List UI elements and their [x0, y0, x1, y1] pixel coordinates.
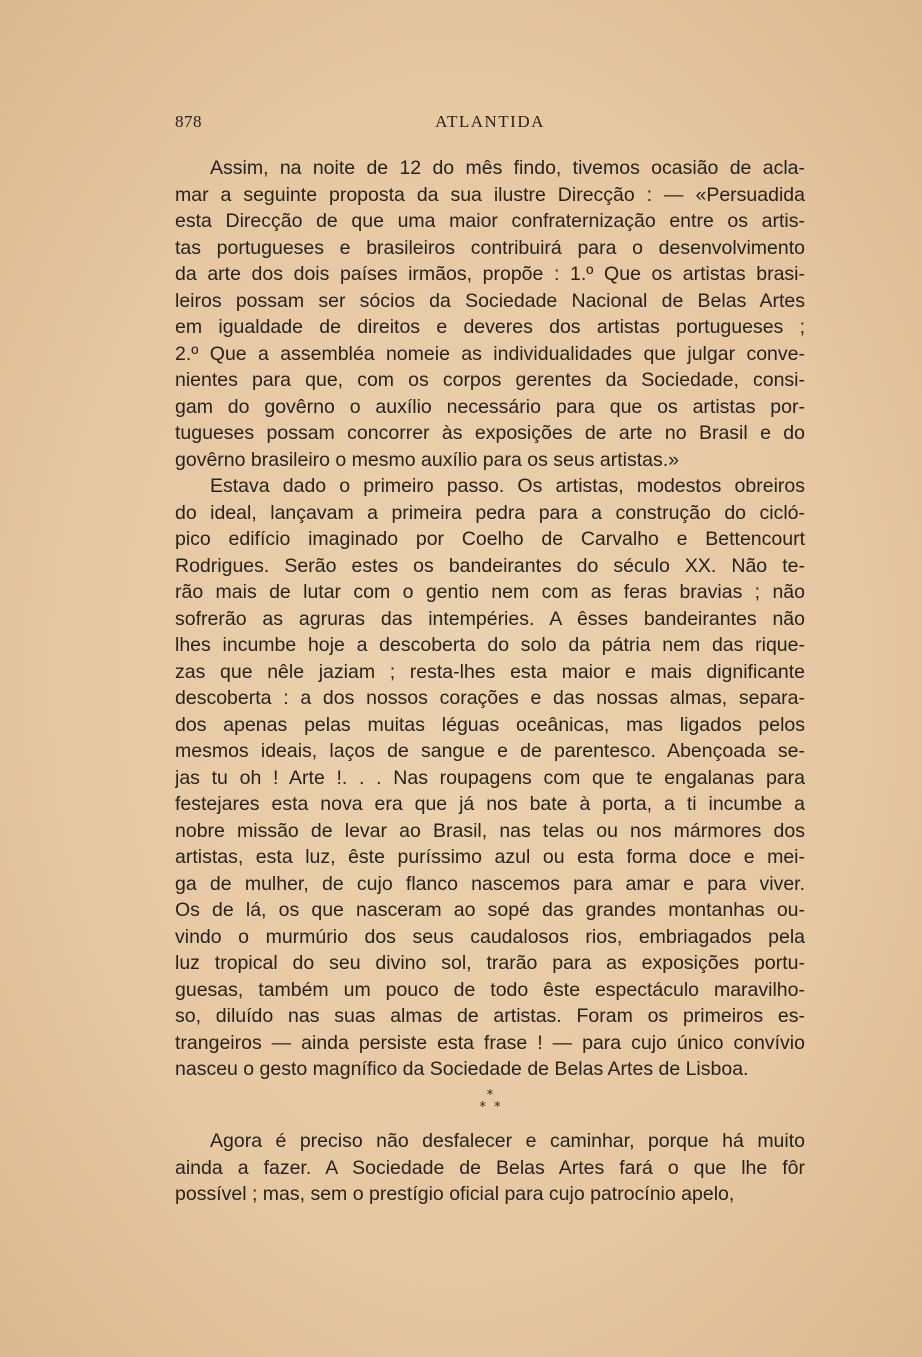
text-line: esta Direcção de que uma maior confraternização entre os artis- [175, 210, 805, 232]
paragraph [175, 155, 805, 473]
text-line: nientes para que, com os corpos gerentes da Sociedade, consi- [175, 369, 805, 391]
text-line: lhes incumbe hoje a descoberta do solo da pátria nem das rique- [175, 634, 805, 656]
text-line: so, diluído nas suas almas de artistas. Foram os primeiros es- [175, 1005, 805, 1027]
text-line: ainda a fazer. A Sociedade de Belas Artes fará o que lhe fôr [175, 1156, 805, 1179]
text-line: mesmos ideais, laços de sangue e de parentesco. Abençoada se- [175, 740, 805, 762]
text-line: jas tu oh ! Arte !. . . Nas roupagens com que te engalanas para [175, 766, 805, 789]
running-title: ATLANTIDA [435, 112, 545, 131]
text-line: leiros possam ser sócios da Sociedade Nacional de Belas Artes [175, 289, 805, 312]
paragraph [175, 1128, 805, 1208]
text-line: guesas, também um pouco de todo êste espectáculo maravilho- [175, 978, 805, 1001]
paragraph [175, 473, 805, 1083]
text-line: da arte dos dois países irmãos, propõe : 1.º Que os artistas brasi- [175, 263, 805, 285]
text-line: possível ; mas, sem o prestígio oficial para cujo patrocínio apelo, [175, 1183, 735, 1205]
text-line: govêrno brasileiro o mesmo auxílio para os seus artistas.» [175, 448, 679, 471]
body-text-section-2 [175, 1128, 805, 1208]
running-head [175, 112, 805, 136]
text-line: nobre missão de levar ao Brasil, nas telas ou nos mármores dos [175, 819, 805, 842]
text-line: dos apenas pelas muitas léguas oceânicas, mas ligados pelos [175, 713, 805, 736]
body-text-section-1 [175, 155, 805, 1083]
text-line: tugueses possam concorrer às exposições de arte no Brasil e do [175, 422, 805, 444]
text-line: Agora é preciso não desfalecer e caminhar, porque há muito [210, 1130, 805, 1152]
text-line: Assim, na noite de 12 do mês findo, tivemos ocasião de acla- [210, 157, 805, 179]
text-line: trangeiros — ainda persiste esta frase ! — para cujo único convívio [175, 1031, 805, 1054]
text-line: Estava dado o primeiro passo. Os artistas, modestos obreiros [210, 475, 805, 497]
text-line: em igualdade de direitos e deveres dos artistas portugueses ; [175, 316, 805, 338]
text-line: mar a seguinte proposta da sua ilustre Direcção : — «Persuadida [175, 183, 805, 206]
text-line: vindo o murmúrio dos seus caudalosos rios, embriagados pela [175, 925, 805, 948]
text-line: ga de mulher, de cujo flanco nascemos para amar e para viver. [175, 872, 805, 895]
text-line: zas que nêle jaziam ; resta-lhes esta maior e mais dignificante [175, 660, 805, 683]
text-line: luz tropical do seu divino sol, trarão para as exposições portu- [175, 952, 805, 974]
asterism-top: * [486, 1088, 494, 1103]
text-line: descoberta : a dos nossos corações e das nossas almas, separa- [175, 687, 805, 709]
text-line: gam do govêrno o auxílio necessário para que os artistas por- [175, 395, 805, 418]
text-line: tas portugueses e brasileiros contribuirá para o desenvolvimento [175, 236, 805, 259]
text-line: Rodrigues. Serão estes os bandeirantes do século XX. Não te- [175, 554, 805, 577]
text-line: do ideal, lançavam a primeira pedra para a construção do cicló- [175, 501, 805, 524]
asterism-separator [175, 1090, 805, 1124]
text-line: festejares esta nova era que já nos bate à porta, a ti incumbe a [175, 793, 805, 815]
text-line: Os de lá, os que nasceram ao sopé das grandes montanhas ou- [175, 899, 805, 921]
text-line: 2.º Que a assembléa nomeie as individualidades que julgar conve- [175, 342, 805, 365]
text-line: pico edifício imaginado por Coelho de Carvalho e Bettencourt [175, 528, 805, 550]
text-line: sofrerão as agruras das intempéries. A êsses bandeirantes não [175, 607, 805, 630]
page-number: 878 [175, 112, 202, 131]
text-line: artistas, esta luz, êste puríssimo azul ou esta forma doce e mei- [175, 846, 805, 868]
asterism-bottom: ** [479, 1100, 509, 1115]
text-line: nasceu o gesto magnífico da Sociedade de Belas Artes de Lisboa. [175, 1058, 749, 1080]
text-line: rão mais de lutar com o gentio nem com as feras bravias ; não [175, 581, 805, 603]
